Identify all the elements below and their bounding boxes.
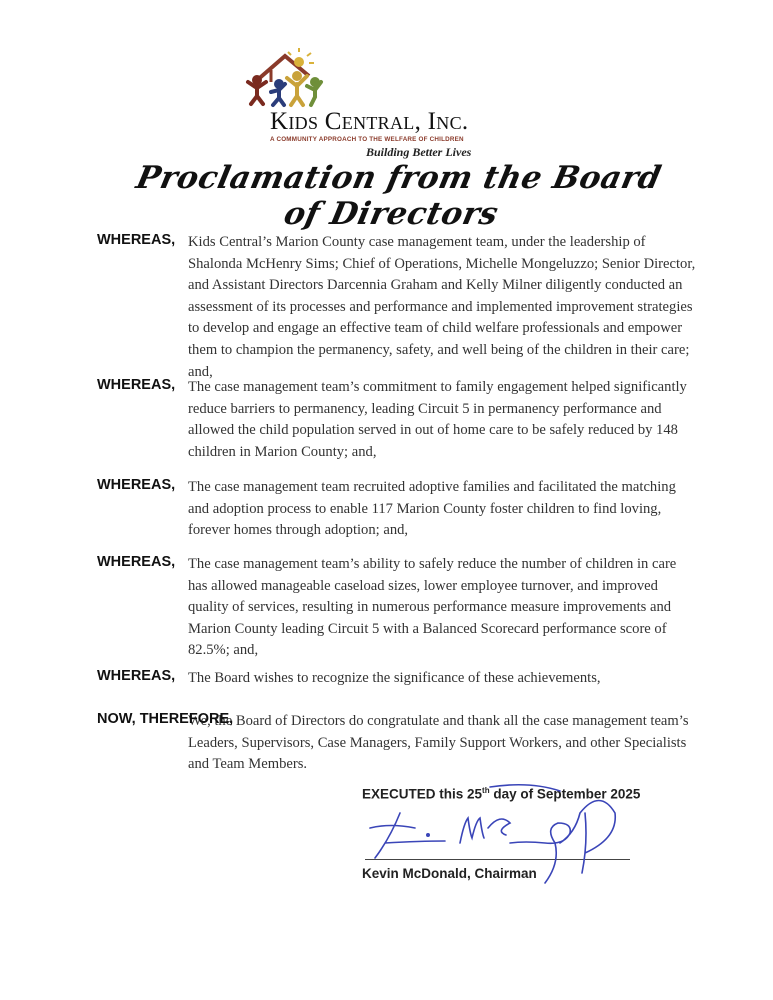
brand-tagline: A COMMUNITY APPROACH TO THE WELFARE OF CHILDREN bbox=[270, 136, 464, 143]
brand-motto: Building Better Lives bbox=[366, 145, 472, 159]
whereas-paragraph-3 bbox=[97, 477, 697, 542]
children-figures-icon bbox=[248, 73, 321, 105]
page-title: Proclamation from the Board of Directors bbox=[133, 160, 665, 232]
paragraph-label: WHEREAS, bbox=[97, 232, 176, 248]
now-therefore-paragraph bbox=[97, 711, 697, 776]
handwritten-signature bbox=[360, 783, 630, 893]
executed-ordinal: th bbox=[482, 786, 490, 795]
paragraph-label: WHEREAS, bbox=[97, 477, 176, 493]
whereas-paragraph-2 bbox=[97, 377, 697, 463]
paragraph-text: We, the Board of Directors do congratulate and thank all the case management team’s Leaders, Supervisors, Case Managers, Family Support Workers, and other Specialists and Team Members. bbox=[188, 713, 689, 773]
paragraph-label: NOW, THEREFORE, bbox=[97, 711, 234, 727]
whereas-paragraph-1 bbox=[97, 232, 697, 383]
paragraph-label: WHEREAS, bbox=[97, 377, 176, 393]
executed-rest: day of September 2025 bbox=[489, 786, 641, 802]
signer-name: Kevin McDonald, Chairman bbox=[362, 866, 537, 881]
whereas-paragraph-5 bbox=[97, 668, 697, 690]
paragraph-text: The case management team recruited adoptive families and facilitated the matching and adoption process to enable 117 Marion County foster children to find loving, forever homes through adoption; and, bbox=[188, 479, 676, 539]
paragraph-label: WHEREAS, bbox=[97, 554, 176, 570]
brand-name: Kids Central, Inc. bbox=[270, 108, 469, 135]
paragraph-text: The case management team’s commitment to family engagement helped significantly reduce barriers to permanency, leading Circuit 5 in permanency performance and allowed the child population served in out of home care to be safely reduced by 148 children in Marion County; and, bbox=[188, 379, 687, 460]
paragraph-text: Kids Central’s Marion County case management team, under the leadership of Shalonda McHenry Sims; Chief of Operations, Michelle Mongeluzzo; Senior Director, and Assistant Directors Darcennia Graham and Kelly Milner diligently conducted an assessment of its processes and performance and implemented improvement strategies to develop and engage an effective team of child welfare professionals and empower them to champion the permanency, safety, and well being of the children in their care; and, bbox=[188, 234, 696, 380]
paragraph-label: WHEREAS, bbox=[97, 668, 176, 684]
paragraph-text: The case management team’s ability to safely reduce the number of children in care has allowed manageable caseload sizes, lower employee turnover, and improved quality of services, resulting in numerous performance measure improvements and Marion County leading Circuit 5 with a Balanced Scorecard performance score of 82.5%; and, bbox=[188, 556, 677, 659]
paragraph-text: The Board wishes to recognize the significance of these achievements, bbox=[188, 670, 601, 686]
executed-prefix: EXECUTED this 25 bbox=[362, 786, 483, 802]
whereas-paragraph-4 bbox=[97, 554, 697, 662]
